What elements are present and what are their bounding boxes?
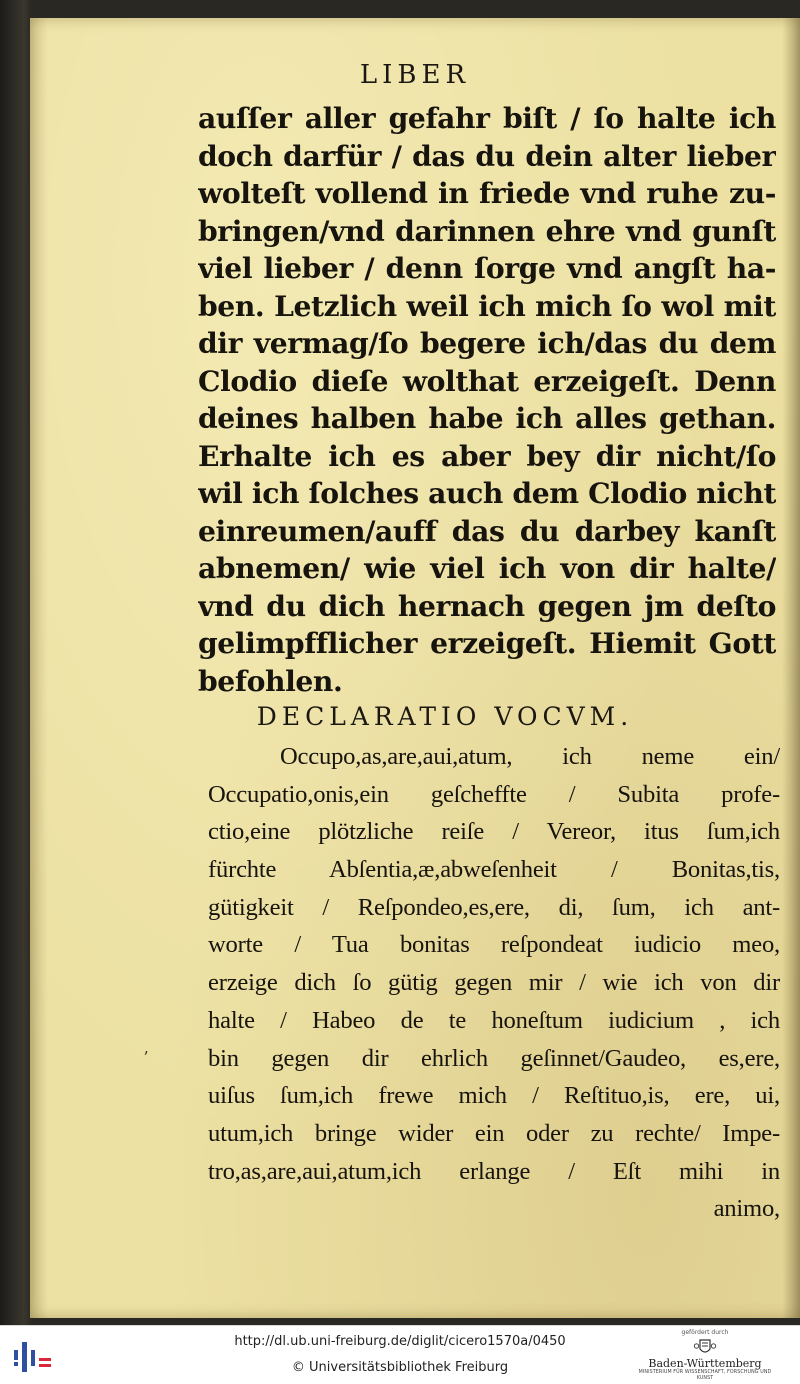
text-line: Erhalte ich es aber bey dir nicht/ſo [198,439,776,473]
glossary-line: ctio,eine plötzliche reiſe / Vereor, itus ſum,ich [208,818,780,846]
text-line: wolteſt vollend in friede vnd ruhe zu- [198,177,776,210]
glossary-line: halte / Habeo de te honeſtum iudicium , ich [208,1006,780,1034]
text-line: befohlen. [198,664,343,698]
text-line: doch darfür / das du dein alter lieber [198,139,776,173]
text-line: wil ich ſolches auch dem Clodio nicht [198,477,776,510]
text-line: vnd du dich hernach gegen jm deſto [198,589,776,623]
text-line: bringen/vnd darinnen ehre vnd gunſt [198,214,776,248]
text-line: gelimpfflicher erzeigeſt. Hiemit Gott [198,627,776,660]
glossary-line: uiſus ſum,ich frewe mich / Reſtituo,is, ere, ui, [208,1082,780,1110]
glossary-line: erzeige dich ſo gütig gegen mir / wie ich von dir [208,969,780,997]
glossary-line: fürchte Abſentia,æ,abweſenheit / Bonitas,tis, [208,856,780,884]
text-line: einreumen/auff das du darbey kanſt [198,514,776,548]
glossary-line: worte / Tua bonitas reſpondeat iudicio meo, [208,931,780,959]
text-line: deines halben habe ich alles gethan. [198,402,776,435]
text-line: auſſer aller gefahr biſt / ſo halte ich [198,102,776,135]
margin-mark: ʼ [143,1048,149,1067]
sponsor-ministry: MINISTERIUM FÜR WISSENSCHAFT, FORSCHUNG UND KUNST [638,1370,772,1381]
copyright-notice: © Universitätsbibliothek Freiburg [291,1360,509,1375]
sponsor-logo [630,1329,780,1381]
glossary-line: bin gegen dir ehrlich geſinnet/Gaudeo, es,ere, [208,1044,780,1072]
page-gutter-shadow [782,18,800,1318]
glossary-line: Occupatio,onis,ein geſcheffte / Subita profe- [208,780,780,808]
vocabulary-block [208,738,780,1228]
glossary-line: gütigkeit / Reſpondeo,es,ere, di, ſum, ich ant- [208,893,780,921]
text-line: abnemen/ wie viel ich von dir halte/ [198,552,776,585]
letter-text-block [198,100,776,700]
text-line: Clodio dieſe wolthat erzeigeſt. Denn [198,364,776,398]
sponsor-name: Baden-Württemberg [648,1357,762,1370]
crest-icon [693,1337,717,1357]
text-line: viel lieber / denn ſorge vnd angſt ha- [198,252,776,285]
running-header: LIBER [359,60,471,90]
glossary-line: utum,ich bringe wider ein oder zu rechte/ Impe- [208,1119,780,1147]
book-page [30,18,800,1318]
text-line: ben. Letzlich weil ich mich ſo wol mit [198,289,776,323]
section-title: DECLARATIO VOCVM. [256,702,634,731]
glossary-line: Occupo,as,are,aui,atum, ich neme ein/ [280,743,780,770]
catchword: animo, [713,1195,780,1223]
text-line: dir vermag/ſo begere ich/das du dem [198,327,776,360]
viewer-footer [0,1325,800,1384]
sponsor-label: gefördert durch [681,1329,729,1336]
page-permalink[interactable]: http://dl.ub.uni-freiburg.de/diglit/cicero1570a/0450 [234,1334,566,1349]
glossary-line: tro,as,are,aui,atum,ich erlange / Eſt mihi in [208,1157,780,1185]
